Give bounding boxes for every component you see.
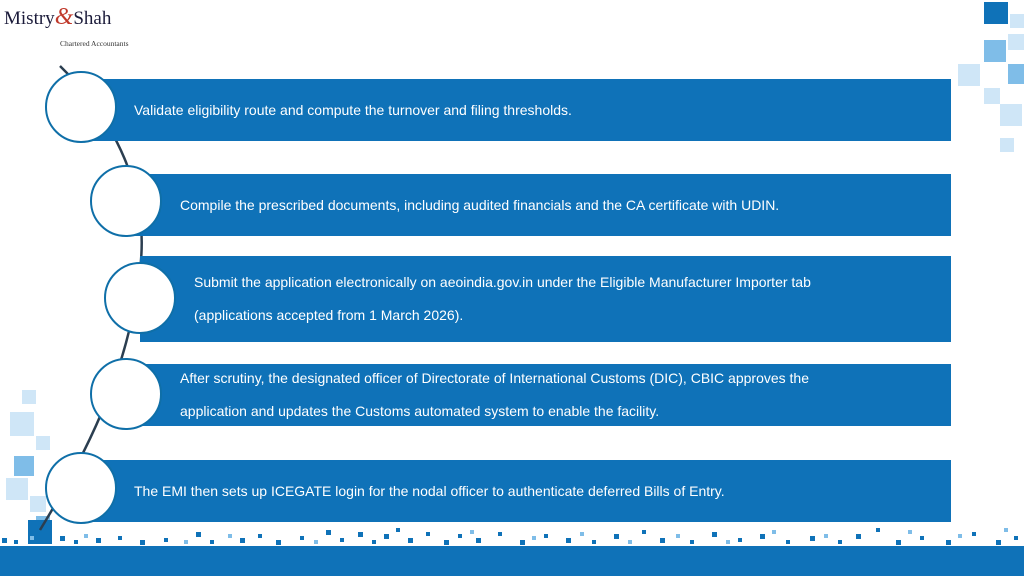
- logo-name-right: Shah: [73, 8, 112, 29]
- step-marker-5: [45, 452, 117, 524]
- step-3-line-2: (applications accepted from 1 March 2026).: [194, 307, 464, 323]
- step-bar-1: [80, 79, 951, 141]
- logo-tagline: Chartered Accountants: [60, 39, 129, 48]
- step-marker-1: [45, 71, 117, 143]
- step-marker-2: [90, 165, 162, 237]
- step-4-line-2: application and updates the Customs automated system to enable the facility.: [180, 403, 660, 419]
- step-2-line-1: Compile the prescribed documents, including audited financials and the CA certificate with UDIN.: [180, 196, 780, 213]
- step-bar-5: [80, 460, 951, 522]
- step-bar-2: [126, 174, 951, 236]
- step-4-line-1: After scrutiny, the designated officer of Directorate of International Customs (DIC), CBIC approves the: [180, 370, 809, 386]
- step-marker-3: [104, 262, 176, 334]
- step-3-line-1: Submit the application electronically on aeoindia.gov.in under the Eligible Manufacturer Importer tab: [194, 274, 811, 290]
- logo-ampersand: &: [54, 4, 74, 30]
- step-5-line-1: The EMI then sets up ICEGATE login for the nodal officer to authenticate deferred Bills of Entry.: [134, 482, 725, 499]
- step-marker-4: [90, 358, 162, 430]
- footer-band: [0, 546, 1024, 576]
- step-bar-3: [140, 256, 951, 342]
- step-1-line-1: Validate eligibility route and compute the turnover and filing thresholds.: [134, 101, 572, 118]
- logo-name-left: Mistry: [4, 8, 55, 29]
- step-bar-4: [126, 364, 951, 426]
